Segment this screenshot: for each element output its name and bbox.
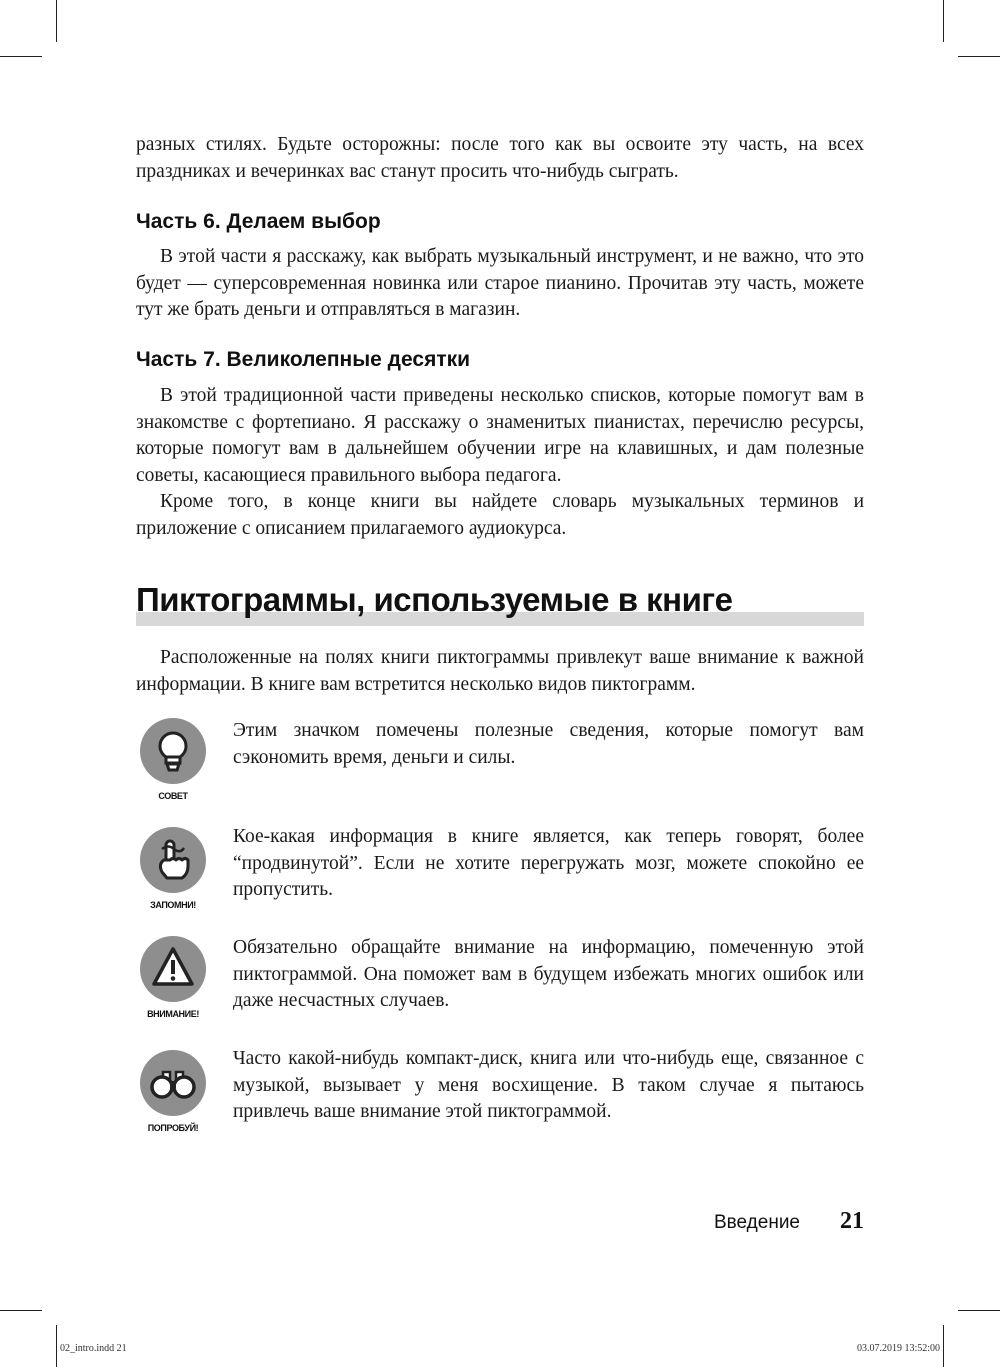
icon-description-remember [233, 824, 864, 904]
icon-tip [136, 718, 210, 801]
crop-mark [943, 0, 944, 42]
part6-heading: Часть 6. Делаем выбор [136, 210, 381, 233]
lightbulb-icon [140, 718, 206, 784]
icon-label-remember: ЗАПОМНИ! [150, 900, 196, 910]
part7-body [136, 383, 864, 542]
part7-heading: Часть 7. Великолепные десятки [136, 348, 471, 371]
icon-warning [136, 936, 210, 1019]
intro-continued [136, 132, 864, 185]
page-number: 21 [840, 1208, 864, 1234]
icon-remember [136, 827, 210, 910]
crop-mark [56, 1325, 57, 1367]
part6-body [136, 244, 864, 324]
binoculars-icon [140, 1050, 206, 1116]
icon-label-warning: ВНИМАНИЕ! [147, 1009, 199, 1019]
crop-mark [958, 1310, 1000, 1311]
icon-text-tip: Этим значком помечены полезные сведения, которые помогут вам сэкономить время, деньги и силы. [233, 720, 864, 768]
warning-triangle-icon [140, 936, 206, 1002]
icon-text-try: Часто какой-нибудь компакт-диск, книга или что-нибудь еще, связанное с музыкой, вызывает у меня восхищение. В таком случае я пытаюсь привлечь ваше внимание этой пиктограммой. [233, 1048, 864, 1122]
icons-intro [136, 645, 864, 698]
crop-mark [0, 56, 42, 57]
icon-label-tip: СОВЕТ [158, 791, 188, 801]
slug-datetime: 03.07.2019 13:52:00 [856, 1343, 940, 1354]
part7-paragraph-2: Кроме того, в конце книги вы найдете словарь музыкальных терминов и приложение с описанием прилагаемого аудиокурса. [136, 491, 864, 539]
icon-try [136, 1050, 210, 1133]
icon-text-warning: Обязательно обращайте внимание на информацию, помеченную этой пиктограммой. Она поможет вам в будущем избежать многих ошибок или даже несчастных случаев. [233, 937, 864, 1011]
crop-mark [0, 1310, 42, 1311]
icon-description-tip [233, 718, 864, 771]
crop-mark [56, 0, 57, 42]
icon-label-try: ПОПРОБУЙ! [147, 1123, 199, 1133]
icon-description-try [233, 1046, 864, 1126]
finger-string-icon [140, 827, 206, 893]
section-heading [136, 578, 864, 628]
icon-text-remember: Кое-какая информация в книге является, как теперь говорят, более “продвинутой”. Если не хотите перегружать мозг, можете спокойно ее пропустить. [233, 826, 864, 900]
intro-paragraph: разных стилях. Будьте осторожны: после того как вы освоите эту часть, на всех праздниках и вечеринках вас станут просить что-нибудь сыграть. [136, 134, 864, 182]
part6-paragraph: В этой части я расскажу, как выбрать музыкальный инструмент, и не важно, что это будет — суперсовременная новинка или старое пианино. Прочитав эту часть, можете тут же брать деньги и отправляться в магазин. [136, 246, 864, 320]
icons-intro-paragraph: Расположенные на полях книги пиктограммы привлекут ваше внимание к важной информации. В книге вам встретится несколько видов пиктограмм. [136, 647, 864, 695]
icon-description-warning [233, 935, 864, 1015]
slug-filename: 02_intro.indd 21 [60, 1343, 127, 1354]
crop-mark [958, 56, 1000, 57]
part7-paragraph-1: В этой традиционной части приведены несколько списков, которые помогут вам в знакомстве с фортепиано. Я расскажу о знаменитых пианистах, перечислю ресурсы, которые помогут вам в дальнейшем обучении игре на клавишных, и дам полезные советы, касающиеся правильного выбора педагога. [136, 385, 864, 486]
icons-section-title: Пиктограммы, используемые в книге [136, 581, 733, 618]
running-footer-section: Введение [713, 1212, 800, 1233]
crop-mark [943, 1325, 944, 1367]
